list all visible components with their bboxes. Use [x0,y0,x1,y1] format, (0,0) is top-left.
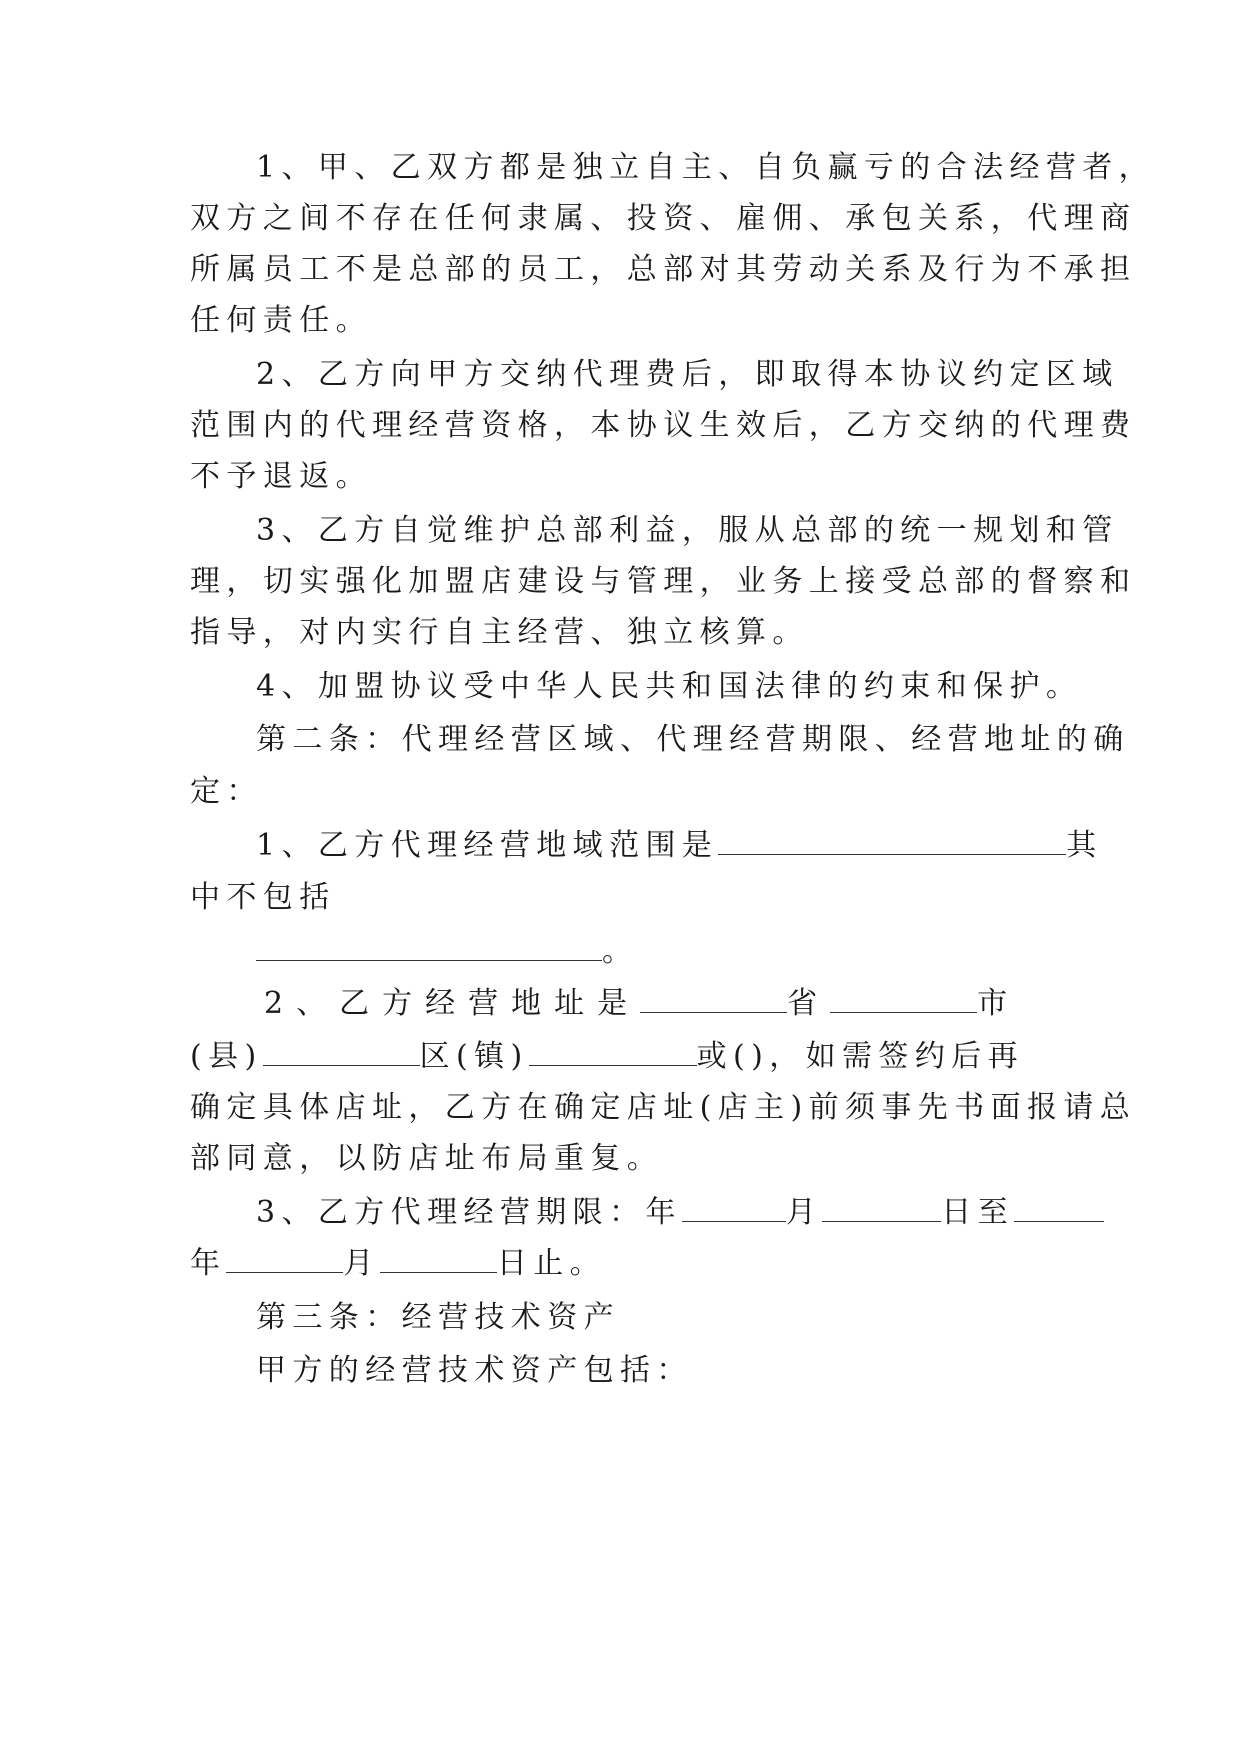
text-segment: 1、乙方代理经营地域范围是 [256,828,719,863]
blank-field [640,982,787,1013]
text-line: 不予退返。 [190,459,372,494]
text-segment: 。 [602,934,639,969]
blank-field [226,1242,343,1273]
text-line: 双方之间不存在任何隶属、投资、雇佣、承包关系，代理商 [190,201,1137,236]
text-line [264,982,1144,1026]
article-heading: 第三条：经营技术资产 [256,1300,620,1335]
text-segment: 3、乙方代理经营期限：年 [256,1195,682,1230]
blank-field [256,930,602,961]
text-segment: 区(镇) [419,1039,529,1074]
text-line: 确定具体店址，乙方在确定店址(店主)前须事先书面报请总 [190,1090,1137,1125]
blank-field [830,982,977,1013]
text-segment: 日至 [941,1195,1015,1230]
text-segment: (县) [190,1039,263,1074]
text-line: 理，切实强化加盟店建设与管理，业务上接受总部的督察和 [190,564,1137,599]
text-line: 4、加盟协议受中华人民共和国法律的约束和保护。 [256,669,1083,704]
text-line: 中不包括 [190,880,336,915]
text-segment: 2、乙方经营地址是 [264,986,641,1021]
text-segment: 或()，如需签约后再 [696,1039,1025,1074]
blank-field [529,1035,697,1066]
text-line: 定： [190,774,263,809]
blank-field [682,1191,786,1222]
blank-field [263,1035,420,1066]
text-segment: 其 [1066,828,1103,863]
text-line: 3、乙方自觉维护总部利益，服从总部的统一规划和管 [256,513,1119,548]
text-segment: 月 [785,1195,823,1230]
text-segment: 月 [343,1246,380,1281]
text-line: 任何责任。 [190,303,372,338]
article-heading: 第二条：代理经营区域、代理经营期限、经营地址的确 [256,722,1130,757]
text-line: 1、甲、乙双方都是独立自主、自负赢亏的合法经营者， [256,150,1156,185]
text-line [190,1242,1070,1286]
text-line: 范围内的代理经营资格，本协议生效后，乙方交纳的代理费 [190,408,1137,443]
text-line [256,1191,1136,1235]
blank-field [822,1191,941,1222]
text-segment: 市 [977,986,1021,1021]
blank-field [380,1242,497,1273]
text-segment: 日止。 [496,1246,607,1281]
text-line [256,930,1136,974]
text-segment: 省 [787,986,831,1021]
text-line: 指导，对内实行自主经营、独立核算。 [190,615,809,650]
text-segment: 年 [190,1246,227,1281]
blank-field [718,824,1066,855]
blank-field [1014,1191,1104,1222]
text-line: 所属员工不是总部的员工，总部对其劳动关系及行为不承担 [190,252,1137,287]
text-line: 2、乙方向甲方交纳代理费后，即取得本协议约定区域 [256,357,1119,392]
text-line: 甲方的经营技术资产包括： [256,1353,693,1388]
text-line [190,1035,1070,1079]
text-line [256,824,1136,868]
text-line: 部同意，以防店址布局重复。 [190,1141,664,1176]
